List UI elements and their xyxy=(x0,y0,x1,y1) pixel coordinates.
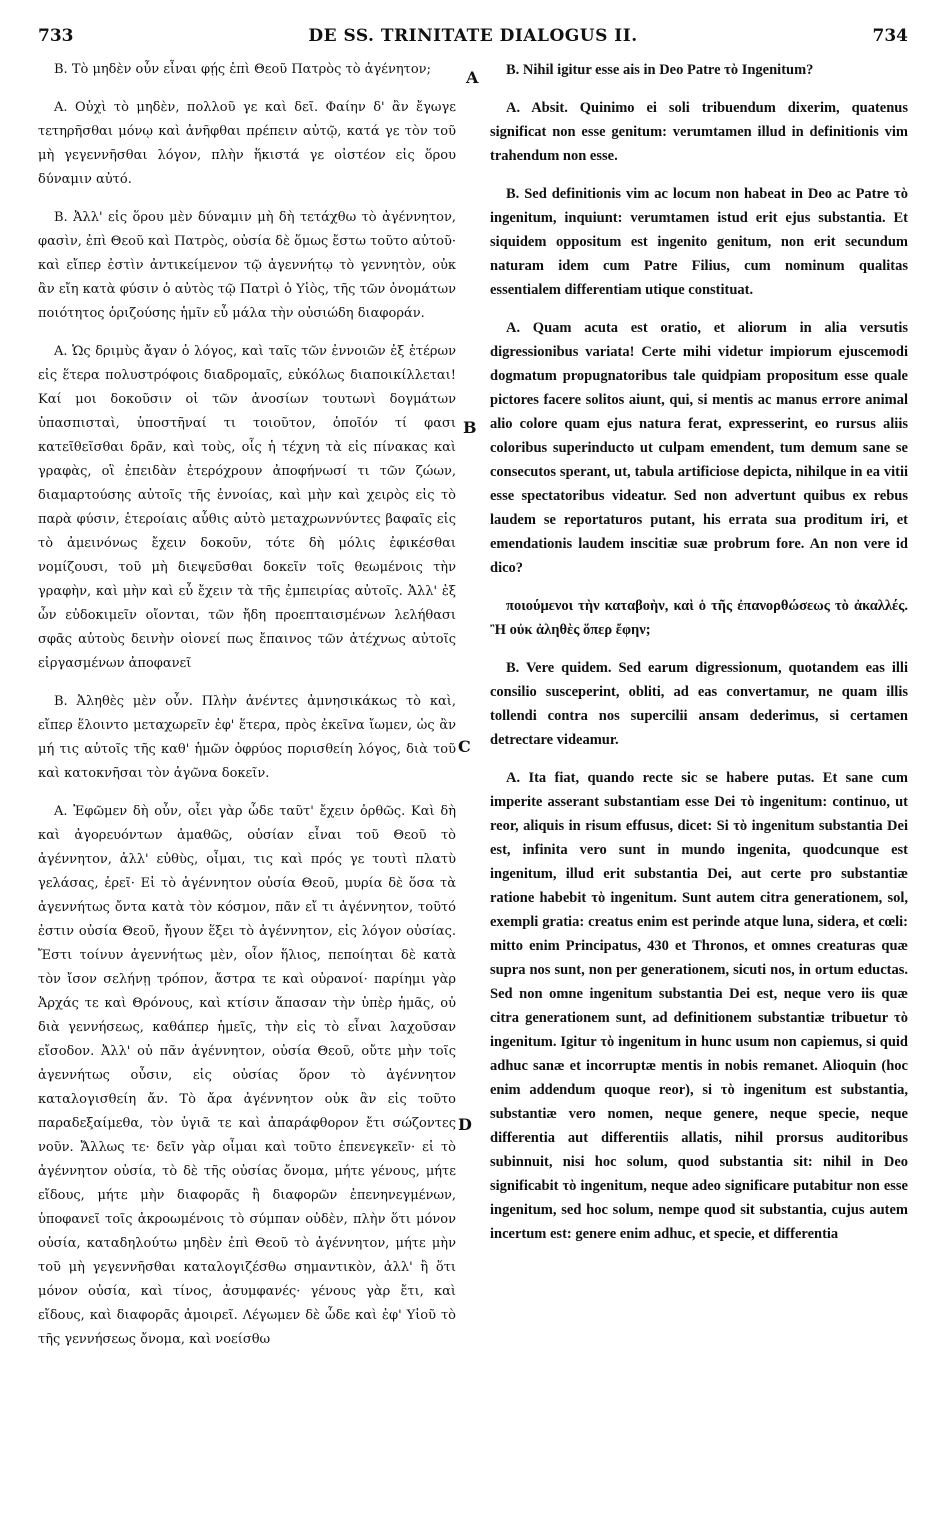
latin-paragraph: A. Ita fiat, quando recte sic se habere putas. Et sane cum imperite asserant substantiam esse Dei τὸ ingenitum: continuo, ut reor, aliquis in risum effusus, dicet: Si τὸ ingenitum substantia Dei est, infinita vero sunt in mundo ingenita, quodcunque est ingenitum, illud erit substantia Dei, aut certe pro substantiæ ratione habebit τὸ ingenitum. Sunt autem citra generationem, sol, exempli gratia: creatus enim est perinde atque luna, sidera, et cœli: mitto enim Principatus, 430 et Thronos, et omnes creaturas quæ supra nos sunt, non per generationem, sicuti nos, in ortum eductas. Sed non omne ingenitum substantia Dei est, neque vero iis quæ citra generationem sunt, ad definitionem substantiæ tribuetur τὸ ingenitum. Igitur τὸ ingenitum in hunc usum non capiemus, si quid adhuc sanæ et incorruptæ mentis in nobis remanet. Alioquin (hoc enim addendum quoque reor), si τὸ ingenitum est substantia, substantiæ vero nomen, neque genere, neque specie, neque differentia aut differentiis allatis, nihil prorsus auditoribus subinnuit, nisi hoc solum, quod substantia sit: nihil in Deo significabit τὸ ingenitum, neque adeo significare putabitur non esse ingenitum, sed hoc solum, nempe quod sit substantia, cujus autem incertum est: genere enim adhuc, et specie, et differentia xyxy=(490,770,908,1242)
latin-paragraph: A. Absit. Quinimo ei soli tribuendum dixerim, quatenus significat non esse genitum: verumtamen illud in definitionis vim trahendum non esse. xyxy=(490,100,908,164)
greek-paragraph: A. Ὡς δριμὺς ἄγαν ὁ λόγος, καὶ ταῖς τῶν ἐννοιῶν ἐξ ἑτέρων εἰς ἕτερα πολυστρόφοις διαδρομαῖς, εὐκόλως διαποικίλλεται! Καί μοι δοκοῦσιν οἱ τῶν ἀνοσίων τουτωνὶ δογμάτων ὑπασπισταὶ, ὑποστῆναί τι τοιοῦτον, ὁποῖόν τί φασι κατεῖθεῖσθαι δρᾶν, καὶ τοὺς, οἷς ἡ τέχνη τὰ εἰς πίνακας καὶ γραφὰς, οἳ ἐπειδὰν ἑτερόχρουν ἀποφήνωσί τι τῶν ζώων, διαμαρτούσης αὐτοῖς τῆς ἐννοίας, καὶ μὴν καὶ χειρὸς εἰς τὸ παρὰ φύσιν, ἑτεροίαις αὖθις αὐτὸ μεταχρωννύντες βαφαῖς εἰς τὸ ἀμεινόνως ἔχειν δοκοῦν, τότε δὴ μόλις ἐφικέσθαι νομίζουσι, τοῦ μὴ διεψεῦσθαι δοκεῖν τοῖς θεωμένοις τὴν γραφὴν, καὶ μὴν καὶ εὖ ἔχειν τὰ τῆς ἐμπειρίας αὐτοῖς. Ἀλλ' ἐξ ὧν εὐδοκιμεῖν οἴονται, τῶν ἤδη προεπταισμένων λελήθασι σφᾶς αὐτοὺς δεινὴν οἱονεί πως ἔπαινος τῶν ἀτέχνως αὐτοῖς εἰργασμένων ἀποφανεῖ xyxy=(38,344,456,671)
latin-paragraph: B. Vere quidem. Sed earum digressionum, quotandem eas illi consilio susceperint, obliti, ad eas convertamur, ne quam illis tollendi contra nos supercilii ansam dederimus, si certamen detrectare videamur. xyxy=(490,660,908,748)
latin-paragraph: A. Quam acuta est oratio, et aliorum in alia versutis digressionibus variata! Certe mihi videtur impiorum ejuscemodi dogmatum propugnatoribus tale quidpiam propositum esse quale pictores facere solitos aiunt, qui, si mentis ac manus errore animal alio colore quam ejus natura ferat, expresserint, eo rursus aliis coloribus superinducto ut culpam emendent, tum demum sane se consecutos sperant, ut, tabula artificiose depicta, nihilque in ea vitii esse spectatoribus videatur. Sed non advertunt quibus ex rebus laudem se reportaturos putant, his errata sua proditum iri, et emendationis laudem inscitiæ suæ probrum fore. An non vere id dico? xyxy=(490,320,908,576)
running-header xyxy=(38,26,908,58)
greek-paragraph: A. Οὐχὶ τὸ μηδὲν, πολλοῦ γε καὶ δεῖ. Φαίην δ' ἂν ἔγωγε τετηρῆσθαι μόνῳ καὶ ἀνῆφθαι πρέπειν αὐτῷ, κατά γε τὸν τοῦ μὴ γεγεννῆσθαι λόγον, πλὴν ἥκιστά γε οἰστέον εἰς ὅρου δύναμιν αὐτό. xyxy=(38,100,456,187)
margin-letter-b: B xyxy=(463,418,477,437)
margin-letter-a: A xyxy=(466,68,479,87)
greek-paragraph: B. Τὸ μηδὲν οὖν εἶναι φῄς ἐπὶ Θεοῦ Πατρὸς τὸ ἀγένητον; xyxy=(54,62,431,77)
latin-column xyxy=(490,58,908,1366)
greek-paragraph: A. Ἐφῶμεν δὴ οὖν, οἶει γὰρ ὧδε ταῦτ' ἔχειν ὀρθῶς. Καὶ δὴ καὶ ἀγορευόντων ἀμαθῶς, οὐσίαν εἶναι τοῦ Θεοῦ τὸ ἀγέννητον, ἀλλ' εὐθὺς, οἶμαι, τις καὶ πρός γε τουτὶ πλατὺ γελάσας, ἐρεῖ· Εἰ τὸ ἀγέννητον οὐσία Θεοῦ, μυρία δὲ ὅσα τὰ ἀγεννήτως ὄντα κατὰ τὸν κόσμον, πᾶν εἴ τι ἀγέννητον, τοῦτό ἐστιν οὐσία Θεοῦ, ἤγουν ἕξει τὸ ἀγέννητον, εἰς λόγον οὐσίας. Ἔστι τοίνυν ἀγεννήτως μὲν, οἷον ἥλιος, πεποίηται δὲ κατὰ τὸν ἴσον σελήνῃ τρόπον, ἄστρα τε καὶ οὐρανοί· παρίημι γὰρ Ἀρχάς τε καὶ Θρόνους, καὶ κτίσιν ἅπασαν τὴν ὑπὲρ ἡμᾶς, οὐ διὰ γεννήσεως, καθάπερ ἡμεῖς, τὴν εἰς τὸ εἶναι λαχοῦσαν εἴσοδον. Ἀλλ' οὐ πᾶν ἀγέννητον, οὐσία Θεοῦ, οὔτε μὴν τοῖς ἀγεννήτως οὖσιν, εἰς οὐσίας ὅρον τὸ ἀγέννητον καταλογισθείη ἄν. Τὸ ἄρα ἀγέννητον οὐκ ἂν εἰς τοῦτο παραδεξαίμεθα, τὸν ὑγιᾶ τε καὶ ἀπαράφθορον ἔτι σώζοντες νοῦν. Ἄλλως τε· δεῖν γὰρ οἶμαι καὶ τοῦτο ἐπενεγκεῖν· εἰ τὸ ἀγέννητον οὐσία, τὸ δὲ τῆς οὐσίας ὄνομα, μήτε γένους, μήτε εἴδους, μήτε μὴν διαφορᾶς ἢ διαφορῶν ἐπενηνεγμένων, ὑποφανεῖ τοῖς ἀκροωμένοις τὸ σύμπαν οὐδὲν, πλὴν ὅτι μόνον οὐσία, καταδηλούτω μηδὲν ἐπὶ Θεοῦ τὸ ἀγέννητον, μήτε μὴν τοῦ μὴ γεγεννῆσθαι καταλογιζέσθω σημαντικὸν, ἀλλ' ἢ ὅτι μόνον οὐσία, καὶ τίνος, ἀσυμφανές· γένους γὰρ ἔτι, καὶ εἴδους, καὶ διαφορᾶς ἀμοιρεῖ. Λέγωμεν δὲ ὧδε καὶ ἐφ' Υἱοῦ τὸ τῆς γεννήσεως ὄνομα, καὶ νοείσθω xyxy=(38,804,456,1347)
latin-paragraph: B. Nihil igitur esse ais in Deo Patre τὸ Ingenitum? xyxy=(506,62,814,78)
running-title: DE SS. TRINITATE DIALOGUS II. xyxy=(308,26,638,46)
left-page-number: 733 xyxy=(38,26,74,46)
margin-letter-d: D xyxy=(458,1115,472,1134)
margin-letter-c: C xyxy=(458,737,471,756)
greek-column xyxy=(38,58,456,1366)
right-page-number: 734 xyxy=(872,26,908,46)
greek-continuation-line: ποιούμενοι τὴν καταβοὴν, καὶ ὁ τῆς ἐπανορθώσεως τὸ ἀκαλλές. Ἢ οὐκ ἀληθὲς ὅπερ ἔφην; xyxy=(490,598,908,638)
text-columns xyxy=(38,58,908,1366)
latin-paragraph: B. Sed definitionis vim ac locum non habeat in Deo ac Patre τὸ ingenitum, inquiunt: verumtamen istud erit ejus substantia. Et siquidem oppositum est ingenito genitum, non erit secundum naturam idem cum Patre Filius, cum nominum qualitas essentialem differentiam utique constituat. xyxy=(490,186,908,298)
greek-paragraph: B. Ἀληθὲς μὲν οὖν. Πλὴν ἀνέντες ἀμνησικάκως τὸ καὶ, εἴπερ ἕλοιντο μεταχωρεῖν ἐφ' ἕτερα, πρὸς ἐκεῖνα ἴωμεν, ὡς ἂν μή τις αὐτοῖς τῆς καθ' ἡμῶν ὀφρύος πορισθείη λόγος, διὰ τοῦ καὶ κατοκνῆσαι τὸν ἀγῶνα δοκεῖν. xyxy=(38,694,456,781)
greek-paragraph: B. Ἀλλ' εἰς ὅρου μὲν δύναμιν μὴ δὴ τετάχθω τὸ ἀγέννητον, φασὶν, ἐπὶ Θεοῦ καὶ Πατρὸς, οὐσία δὲ ὅμως ἔστω τοῦτο αὐτοῦ· καὶ εἴπερ ἐστὶν ἀντικείμενον τῷ ἀγεννήτῳ τὸ γεννητὸν, οὐκ ἂν εἴη κατὰ φύσιν ὁ αὐτὸς τῷ Πατρὶ ὁ Υἱὸς, τῆς τῶν ὀνομάτων ποιότητος ὁριζούσης ἡμῖν εὖ μάλα τὴν οὐσιώδη διαφοράν. xyxy=(38,210,456,321)
